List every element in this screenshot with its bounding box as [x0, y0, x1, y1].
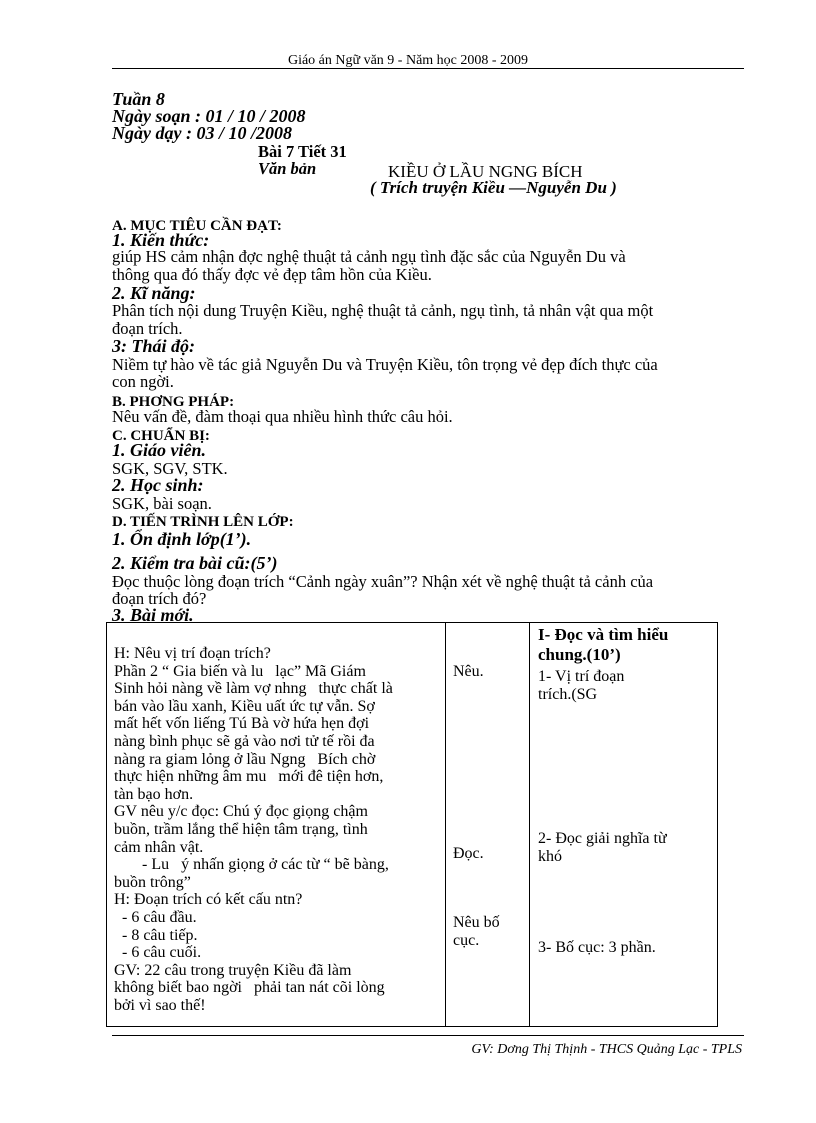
prep-date: Ngày soạn : 01 / 10 / 2008 — [112, 106, 306, 126]
section-a3-heading: 3: Thái độ: — [112, 336, 195, 356]
teach-date: Ngày dạy : 03 / 10 /2008 — [112, 123, 292, 143]
text-line: giúp HS cảm nhận đợc nghệ thuật tả cảnh ngụ tình đặc sắc của Nguyễn Du và — [112, 247, 626, 266]
section-d-heading: D. TIẾN TRÌNH LÊN LỚP: — [112, 514, 294, 530]
student-activity-b: Đọc. — [453, 845, 484, 862]
teacher-activity-line: GV nêu y/c đọc: Chú ý đọc giọng chậm — [114, 803, 368, 821]
section-c-heading: C. CHUẨN BỊ: — [112, 428, 210, 444]
content-item-1b: trích.(SG — [538, 686, 598, 703]
section-d2-heading: 2. Kiểm tra bài cũ:(5’) — [112, 553, 278, 573]
section-a1-heading: 1. Kiến thức: — [112, 230, 210, 250]
text-line: đoạn trích. — [112, 319, 183, 338]
text-line: con ngời. — [112, 372, 174, 391]
content-heading-1: I- Đọc và tìm hiểu — [538, 625, 669, 644]
teacher-activity-line: không biết bao ngời phải tan nát cõi lòng — [114, 979, 385, 997]
content-item-3: 3- Bố cục: 3 phần. — [538, 939, 656, 956]
teacher-activity-line: thực hiện những âm mu mới đê tiện hơn, — [114, 768, 384, 786]
teacher-activity-line: - 8 câu tiếp. — [114, 926, 198, 944]
section-b-heading: B. PHƠNG PHÁP: — [112, 394, 235, 410]
text-line: Niềm tự hào về tác giả Nguyễn Du và Truyện Kiều, tôn trọng vẻ đẹp đích thực của — [112, 355, 658, 374]
lesson-table — [106, 622, 718, 1027]
teacher-activity-line: tàn bạo hơn. — [114, 785, 194, 803]
section-c2-heading: 2. Học sinh: — [112, 475, 204, 495]
teacher-activity-cell — [107, 623, 446, 1027]
teacher-activity-line: - 6 câu cuối. — [114, 944, 202, 962]
teacher-activity-line: bởi vì sao thế! — [114, 996, 206, 1014]
lesson-title: KIỀU Ở LẦU NGNG BÍCH — [388, 162, 583, 181]
content-cell — [530, 623, 718, 1027]
student-activity-c2: cục. — [453, 932, 480, 949]
student-activity-a: Nêu. — [453, 663, 484, 680]
section-d3-heading: 3. Bài mới. — [112, 605, 194, 625]
page-footer: GV: Dơng Thị Thịnh - THCS Quảng Lạc - TPLS — [471, 1042, 742, 1057]
footer-rule — [112, 1035, 744, 1036]
page-header: Giáo án Ngữ văn 9 - Năm học 2008 - 2009 — [287, 53, 529, 68]
section-c1-heading: 1. Giáo viên. — [112, 440, 206, 460]
teacher-activity-line: buồn trông” — [114, 873, 191, 891]
text-line: Phân tích nội dung Truyện Kiều, nghệ thuật tả cảnh, ngụ tình, tả nhân vật qua một — [112, 301, 654, 320]
section-a2-heading: 2. Kĩ năng: — [112, 283, 196, 303]
teacher-activity-line: H: Nêu vị trí đoạn trích? — [114, 645, 271, 662]
genre-label: Văn bản — [258, 159, 317, 178]
text-line: thông qua đó thấy đợc vẻ đẹp tâm hồn của Kiều. — [112, 265, 432, 284]
teacher-activity-line: mất hết vốn liếng Tú Bà vờ hứa hẹn đợi — [114, 715, 370, 733]
teacher-activity-line: GV: 22 câu trong truyện Kiều đã làm — [114, 961, 352, 979]
week-label: Tuần 8 — [112, 89, 165, 109]
teacher-activity-line: H: Đoạn trích có kết cấu ntn? — [114, 891, 303, 909]
teacher-activity-line: nàng ra giam lỏng ở lầu Ngng Bích chờ — [114, 750, 376, 768]
content-heading-2: chung.(10’) — [538, 645, 621, 664]
lesson-label: Bài 7 Tiết 31 — [258, 142, 347, 161]
teacher-activity-line: Phần 2 “ Gia biến và lu lạc” Mã Giám — [114, 662, 366, 680]
student-activity-cell — [446, 623, 530, 1027]
header-rule — [112, 68, 744, 69]
teacher-activity-line: - Lu ý nhấn giọng ở các từ “ bẽ bàng, — [114, 856, 389, 874]
text-line: đoạn trích đó? — [112, 589, 207, 608]
content-item-2a: 2- Đọc giải nghĩa từ — [538, 830, 667, 847]
content-item-2b: khó — [538, 848, 562, 865]
teacher-activity-line: bán vào lầu xanh, Kiều uất ức tự vẫn. Sợ — [114, 697, 375, 715]
text-line: SGK, SGV, STK. — [112, 459, 228, 478]
section-a-heading: A. MỤC TIÊU CẦN ĐẠT: — [112, 218, 282, 234]
student-activity-c1: Nêu bố — [453, 914, 500, 931]
lesson-subtitle: ( Trích truyện Kiều —Nguyễn Du ) — [370, 178, 617, 197]
section-d1-heading: 1. Ổn định lớp(1’). — [112, 529, 252, 549]
teacher-activity-line: - 6 câu đầu. — [114, 908, 197, 926]
teacher-activity-line: Sinh hỏi nàng về làm vợ nhng thực chất là — [114, 680, 393, 698]
teacher-activity-line: buồn, trầm lắng thể hiện tâm trạng, tình — [114, 820, 368, 838]
teacher-activity-line: cảm nhân vật. — [114, 838, 204, 856]
teacher-activity-line: nàng bình phục sẽ gả vào nơi tử tế rồi đa — [114, 732, 375, 750]
text-line: SGK, bài soạn. — [112, 494, 212, 513]
content-item-1a: 1- Vị trí đoạn — [538, 668, 625, 685]
text-line: Đọc thuộc lòng đoạn trích “Cảnh ngày xuân”? Nhận xét về nghệ thuật tả cảnh của — [112, 572, 654, 591]
teacher-activity-text — [114, 645, 393, 1014]
text-line: Nêu vấn đề, đàm thoại qua nhiều hình thức câu hỏi. — [112, 407, 453, 426]
